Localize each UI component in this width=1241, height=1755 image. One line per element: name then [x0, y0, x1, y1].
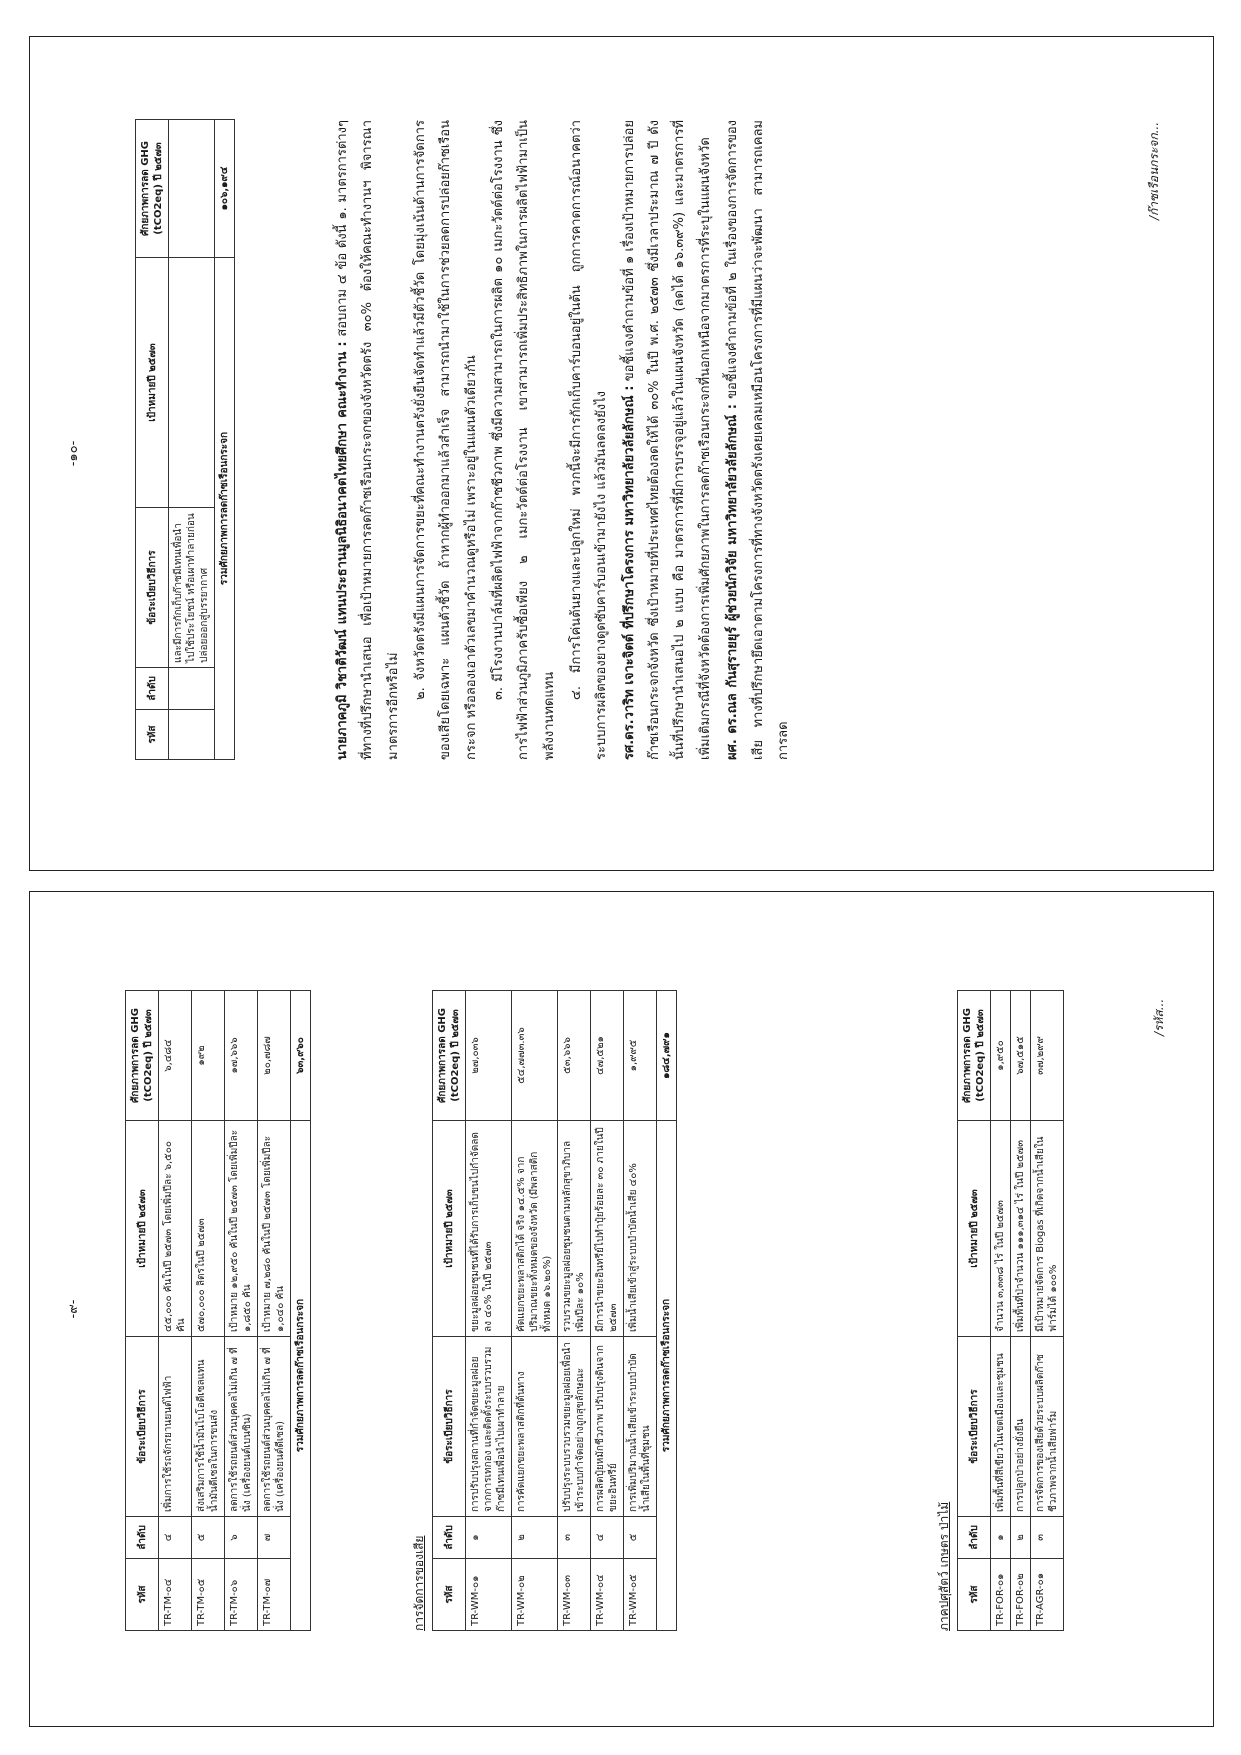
table-header-row — [433, 991, 466, 1631]
table-row — [591, 991, 624, 1631]
cell-code: TR-FOR-๐๒ — [1011, 1559, 1031, 1631]
sum-value: ๑๘๔,๗๙๑ — [657, 991, 677, 1121]
table-row — [169, 120, 215, 760]
cell-target: เพิ่มพื้นที่ป่าจำนวน ๑๑๑,๓๑๔ ไร่ ในปี ๒๕๗๓ — [1011, 1121, 1031, 1337]
col-target: เป้าหมายปี ๒๕๗๓ — [126, 1121, 159, 1337]
cell-code: TR-WM-๐๑ — [466, 1559, 512, 1631]
table-row — [512, 991, 558, 1631]
cell-ghg — [169, 120, 215, 258]
table-row — [991, 991, 1011, 1631]
continued-marker: /ก๊าซเรือนกระจก... — [1147, 121, 1161, 220]
col-target: เป้าหมายปี ๒๕๗๓ — [136, 258, 169, 508]
cell-order: ๕ — [624, 1517, 657, 1559]
cell-measure: การผลิตปุ๋ยหมักชีวภาพ ปรับปรุงดินจากขยะอินทรีย์ — [591, 1337, 624, 1517]
cell-code: TR-TM-๐๔ — [159, 1559, 192, 1631]
cell-order: ๓ — [1031, 1517, 1064, 1559]
table-row — [624, 991, 657, 1631]
cell-measure: ส่งเสริมการใช้น้ำมันไบโอดีเซลแทนน้ำมันดีเซลในการขนส่ง — [192, 1337, 225, 1517]
col-measure: ข้อระเบียบวิธีการ — [126, 1337, 159, 1517]
cell-ghg: ๓๗,๒๙๙ — [1031, 991, 1064, 1121]
col-ghg: ศักยภาพการลด GHG (tCO2eq) ปี ๒๕๗๓ — [136, 120, 169, 258]
col-code: รหัส — [433, 1559, 466, 1631]
cell-target: มีเป้าหมายจัดการ Biogas ที่เกิดจากน้ำเสียในฟาร์มได้ ๑๐๐% — [1031, 1121, 1064, 1337]
cell-code: TR-WM-๐๔ — [591, 1559, 624, 1631]
page-number: -๑๐- — [66, 440, 81, 467]
page-top — [29, 36, 1214, 871]
table-row — [1011, 991, 1031, 1631]
sum-value: ๑๐๖,๑๙๔ — [215, 120, 235, 258]
page-number: -๙- — [66, 1299, 81, 1319]
col-ghg: ศักยภาพการลด GHG (tCO2eq) ปี ๒๕๗๓ — [126, 991, 159, 1121]
cell-ghg: ๖๗,๕๑๕ — [1011, 991, 1031, 1121]
cell-code: TR-FOR-๐๑ — [991, 1559, 1011, 1631]
col-order: ลำดับ — [433, 1517, 466, 1559]
page-bottom — [29, 891, 1214, 1727]
note-paragraph: ๒. จังหวัดตรังมีแผนการจัดการขยะที่คณะทำงานตรังยั่งยืนจัดทำแล้วมีตัวชี้วัด โดยมุ่งเน้นด้านการจัดการของเสียโดยเฉพาะ แผนตัวชี้วัด ถ้าหากผู้ทำออกมาแล้วสำเร็จ สามารถนำมาใช้ในการช่วยลดการปล่อยก๊าซเรือนกระจก หรือลองเอาตัวเลขมาคำนวณดูหรือไม่ เพราะอยู่ในแผนตัวเดียวกัน — [413, 120, 479, 760]
agriculture-table — [957, 990, 1064, 1631]
table-row — [192, 991, 225, 1631]
meeting-notes — [330, 120, 798, 760]
table-sum-row — [657, 991, 677, 1631]
cell-target: ขยะมูลฝอยชุมชนที่ได้รับการเก็บขนไปกำจัดลดลง ๔๐% ในปี ๒๕๗๓ — [466, 1121, 512, 1337]
cell-target: จำนวน ๓,๓๓๘ ไร่ ในปี ๒๕๗๓ — [991, 1121, 1011, 1337]
cell-target — [169, 258, 215, 508]
cell-order — [169, 668, 215, 710]
col-target: เป้าหมายปี ๒๕๗๓ — [433, 1121, 466, 1337]
cell-code: TR-WM-๐๓ — [558, 1559, 591, 1631]
cell-code: TR-WM-๐๕ — [624, 1559, 657, 1631]
note-paragraph: ๓. มีโรงงานปาล์มที่ผลิตไฟฟ้าจากก๊าซชีวภาพ ซึ่งมีความสามารถในการผลิต ๑๐ เมกะวัตต์ต่อโรงงาน ซึ่งการไฟฟ้าส่วนภูมิภาครับซื้อเพียง ๒ เมกะวัตต์ต่อโรงงาน เขาสามารถเพิ่มประสิทธิภาพในการผลิตไฟฟ้ามาเป็นพลังงานทดแทน — [491, 120, 557, 760]
cell-ghg: ๒๐,๗๘๗ — [258, 991, 291, 1121]
speaker-name: นายภาคภูมิ วิชาติวัฒน์ แทนประธานมูลนิธิอนาคตไทยศึกษา คณะทำงาน : — [335, 341, 350, 760]
cell-target: มีการนำขยะอินทรีย์ไปทำปุ๋ยร้อยละ ๓๐ ภายในปี ๒๕๗๓ — [591, 1121, 624, 1337]
cell-order: ๔ — [591, 1517, 624, 1559]
table-header-row — [958, 991, 991, 1631]
cell-code: TR-TM-๐๗ — [258, 1559, 291, 1631]
cell-measure: ลดการใช้รถยนต์ส่วนบุคคลไม่เกิน ๗ ที่นั่ง (เครื่องยนต์เบนซิน) — [225, 1337, 258, 1517]
cell-order: ๖ — [225, 1517, 258, 1559]
table-row — [258, 991, 291, 1631]
cell-measure: การเพิ่มปริมาณน้ำเสียเข้าระบบบำบัดน้ำเสียในพื้นที่ชุมชน — [624, 1337, 657, 1517]
cell-ghg: ๑๙๒ — [192, 991, 225, 1121]
col-order: ลำดับ — [136, 668, 169, 710]
col-code: รหัส — [136, 710, 169, 760]
note-paragraph: ๔. มีการโค่นต้นยางและปลูกใหม่ พวกนี้จะมีการกักเก็บคาร์บอนอยู่ในต้น ถูกการคาดการณ์อนาคตว่าระบบการผลิตของยางดูดซับคาร์บอนเข้ามายังไง แล้วมันลดลงยังไง — [569, 120, 610, 760]
col-code: รหัส — [958, 1559, 991, 1631]
col-ghg: ศักยภาพการลด GHG (tCO2eq) ปี ๒๕๗๓ — [958, 991, 991, 1121]
transport-table — [125, 990, 311, 1631]
cell-target: เป้าหมาย ๑๒,๙๕๐ คันในปี ๒๕๗๓ โดยเพิ่มปีละ ๑,๘๕๐ คัน — [225, 1121, 258, 1337]
col-ghg: ศักยภาพการลด GHG (tCO2eq) ปี ๒๕๗๓ — [433, 991, 466, 1121]
cell-ghg: ๕๓,๖๖๖ — [558, 991, 591, 1121]
sum-value: ๖๓,๙๖๐ — [291, 991, 311, 1121]
cell-order: ๑ — [991, 1517, 1011, 1559]
page-top-content — [30, 37, 1213, 870]
cell-ghg: ๑๗,๖๖๖ — [225, 991, 258, 1121]
cell-ghg: ๒๗,๐๓๖ — [466, 991, 512, 1121]
cell-target: รวบรวมขยะมูลฝอยชุมชนตามหลักสุขาภิบาลเพิ่มปีละ ๑๐% — [558, 1121, 591, 1337]
col-code: รหัส — [126, 1559, 159, 1631]
cell-measure: และมีการกักเก็บก๊าซมีเทนเพื่อนำไปใช้ประโยชน์ หรือเผาทำลายก่อนปล่อยออกสู่บรรยากาศ — [169, 508, 215, 668]
cell-measure: ลดการใช้รถยนต์ส่วนบุคคลไม่เกิน ๗ ที่นั่ง (เครื่องยนต์ดีเซล) — [258, 1337, 291, 1517]
note-paragraph: นายภาคภูมิ วิชาติวัฒน์ แทนประธานมูลนิธิอนาคตไทยศึกษา คณะทำงาน : สอบถาม ๔ ข้อ ดังนี้ ๑. มาตรการต่างๆ ที่ทางที่ปรึกษานำเสนอ เพื่อเป้าหมายการลดก๊าซเรือนกระจกของจังหวัดตรัง ๓๐% ต้องให้คณะทำงานฯ พิจารณามาตรการอีกหรือไม่ — [335, 120, 401, 760]
cell-measure: การปลูกป่าอย่างยั่งยืน — [1011, 1337, 1031, 1517]
cell-target: ๔๕,๐๐๐ คันในปี ๒๕๗๓ โดยเพิ่มปีละ ๖,๕๐๐ คัน — [159, 1121, 192, 1337]
cell-order: ๕ — [192, 1517, 225, 1559]
cell-ghg: ๖,๔๘๔ — [159, 991, 192, 1121]
cell-measure: เพิ่มพื้นที่สีเขียวในเขตเมืองและชุมชน — [991, 1337, 1011, 1517]
col-measure: ข้อระเบียบวิธีการ — [433, 1337, 466, 1517]
cell-measure: การจัดการของเสียด้วยระบบผลิตก๊าซชีวภาพจากน้ำเสียฟาร์ม — [1031, 1337, 1064, 1517]
col-order: ลำดับ — [126, 1517, 159, 1559]
table-sum-row — [215, 120, 235, 760]
cell-code: TR-WM-๐๒ — [512, 1559, 558, 1631]
ghg-table-continued — [135, 119, 235, 760]
col-target: เป้าหมายปี ๒๕๗๓ — [958, 1121, 991, 1337]
cell-order: ๒ — [512, 1517, 558, 1559]
cell-target: ๕๗๐,๐๐๐ ลิตรในปี ๒๕๗๓ — [192, 1121, 225, 1337]
table-header-row — [136, 120, 169, 760]
cell-ghg: ๔๗,๕๒๑ — [591, 991, 624, 1121]
cell-order: ๒ — [1011, 1517, 1031, 1559]
table-sum-row — [291, 991, 311, 1631]
page-bottom-content — [30, 892, 1213, 1726]
cell-target: คัดแยกขยะพลาสติกได้ จริง ๑๔.๕% จากปริมาณขยะทั้งหมดของจังหวัด (มีพลาสติกทั้งหมด ๑๖.๒๐%) — [512, 1121, 558, 1337]
sum-label: รวมศักยภาพการลดก๊าซเรือนกระจก — [291, 1121, 311, 1631]
table-row — [466, 991, 512, 1631]
cell-ghg: ๑,๙๙๕ — [624, 991, 657, 1121]
cell-order: ๓ — [558, 1517, 591, 1559]
cell-ghg: ๕๔,๗๗๓.๓๖ — [512, 991, 558, 1121]
cell-code: TR-TM-๐๖ — [225, 1559, 258, 1631]
speaker-name: รศ.ดร.วาริท เจาะจิตต์ ที่ปรึกษาโครงการ มหาวิทยาลัยวลัยลักษณ์ : — [621, 385, 637, 760]
cell-order: ๗ — [258, 1517, 291, 1559]
table-header-row — [126, 991, 159, 1631]
cell-target: เป้าหมาย ๗,๒๘๐ คันในปี ๒๕๗๓ โดยเพิ่มปีละ ๑,๐๔๐ คัน — [258, 1121, 291, 1337]
section-title-agriculture: ภาคปศุสัตว์ เกษตร ป่าไม้ — [937, 1501, 951, 1631]
cell-measure: การคัดแยกขยะพลาสติกที่ต้นทาง — [512, 1337, 558, 1517]
cell-target: เพิ่มน้ำเสียเข้าสู่ระบบบำบัดน้ำเสีย ๔๐% — [624, 1121, 657, 1337]
cell-code — [169, 710, 215, 760]
table-row — [558, 991, 591, 1631]
cell-ghg: ๑,๙๕๐ — [991, 991, 1011, 1121]
cell-order: ๑ — [466, 1517, 512, 1559]
cell-measure: เพิ่มการใช้รถจักรยานยนต์ไฟฟ้า — [159, 1337, 192, 1517]
sum-label: รวมศักยภาพการลดก๊าซเรือนกระจก — [657, 1121, 677, 1631]
continued-marker: /รหัส... — [1152, 998, 1166, 1036]
cell-measure: ปรับปรุงระบบรวบรวมขยะมูลฝอยเพื่อนำเข้าระบบกำจัดอย่างถูกสุขลักษณะ — [558, 1337, 591, 1517]
cell-measure: การปรับปรุงสถานที่กำจัดขยะมูลฝอยจากการเทกอง และติดตั้งระบบรวบรวมก๊าซมีเทนเพื่อนำไปเผาทำลาย — [466, 1337, 512, 1517]
cell-code: TR-TM-๐๕ — [192, 1559, 225, 1631]
note-paragraph: รศ.ดร.วาริท เจาะจิตต์ ที่ปรึกษาโครงการ มหาวิทยาลัยวลัยลักษณ์ : ขอชี้แจงคำถามข้อที่ ๑ เรื่องเป้าหมายการปล่อยก๊าซเรือนกระจกจังหวัด ซึ่งเป้าหมายที่ประเทศไทยต้องลดให้ได้ ๓๐% ในปี พ.ศ. ๒๕๗๓ ซึ่งมีเวลาประมาณ ๗ ปี ดังนั้นที่ปรึกษานำเสนอไป ๒ แบบ คือ มาตรการที่มีการบรรจุอยู่แล้วในแผนจังหวัด (ลดได้ ๑๖.๓๙%) และมาตรการที่เพิ่มเติมกรณีที่จังหวัดต้องการเพิ่มศักยภาพในการลดก๊าซเรือนกระจกที่นอกเหนือจากมาตรการที่ระบุในแผนจังหวัด — [621, 120, 713, 760]
col-measure: ข้อระเบียบวิธีการ — [136, 508, 169, 668]
table-row — [159, 991, 192, 1631]
table-row — [1031, 991, 1064, 1631]
cell-order: ๔ — [159, 1517, 192, 1559]
sum-label: รวมศักยภาพการลดก๊าซเรือนกระจก — [215, 258, 235, 760]
cell-code: TR-AGR-๐๑ — [1031, 1559, 1064, 1631]
speaker-name: ผศ. ดร.ณล กันสุรายยุร์ ผู้ช่วยนักวิจัย มหาวิทยาลัยวลัยลักษณ์ : — [725, 404, 741, 760]
section-title-waste: การจัดการของเสีย — [412, 1535, 426, 1631]
note-paragraph: ผศ. ดร.ณล กันสุรายยุร์ ผู้ช่วยนักวิจัย มหาวิทยาลัยวลัยลักษณ์ : ขอชี้แจงคำถามข้อที่ ๒ ในเรื่องของการจัดการของเสีย ทางที่ปรึกษายึดเอาตามโครงการที่ทางจังหวัดตรังเคยเคลมเหมือนโครงการที่มีแผนว่าจะพัฒนา สามารถเคลมการลด — [725, 120, 791, 760]
table-row — [225, 991, 258, 1631]
waste-table — [432, 990, 677, 1631]
col-order: ลำดับ — [958, 1517, 991, 1559]
col-measure: ข้อระเบียบวิธีการ — [958, 1337, 991, 1517]
